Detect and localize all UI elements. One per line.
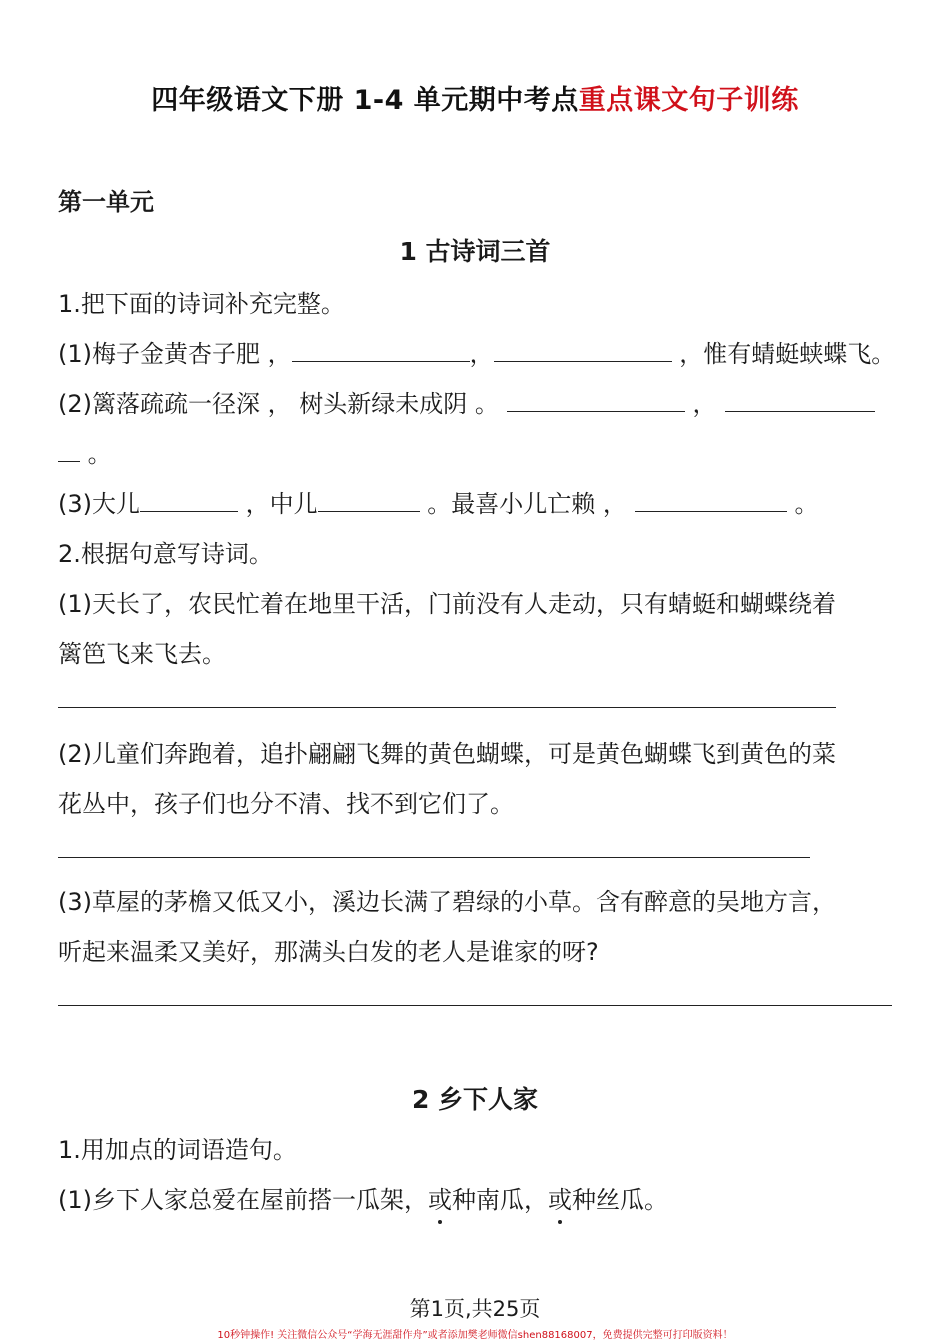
poem-line-2-text-a: (2)篱落疏疏一径深 ， 树头新绿未成阴 。 [58, 390, 499, 418]
lesson-1-q2-prompt: 2.根据句意写诗词。 [58, 540, 273, 568]
lesson-1-title: 1 古诗词三首 [399, 237, 551, 266]
poem-line-4-text-c: 。最喜小儿亡赖 ， [419, 490, 627, 518]
footer-note: 10秒钟操作! 关注微信公众号“学海无涯甜作舟”或者添加樊老师微信shen88168007，免费提供完整可打印版资料！ [217, 1330, 733, 1341]
blank-3[interactable] [507, 389, 685, 412]
dotted-word-1: 或 [428, 1180, 452, 1215]
lesson-2-sentence-1-text-b: 种南瓜， [452, 1186, 548, 1214]
poem-line-4 [58, 484, 819, 519]
poem-line-2-text-b: ， [684, 390, 717, 418]
poem-line-2 [58, 384, 875, 419]
lesson-2-sentence-1-text-a: (1)乡下人家总爱在屋前搭一瓜架， [58, 1186, 428, 1214]
page-title [0, 78, 950, 117]
lesson-1-q1-prompt: 1.把下面的诗词补充完整。 [58, 290, 345, 318]
answer-line-1[interactable] [58, 707, 836, 708]
poem-line-4-text-d: 。 [786, 490, 819, 518]
sentence-3-line-2: 听起来温柔又美好，那满头白发的老人是谁家的呀? [58, 938, 599, 966]
answer-line-3[interactable] [58, 1005, 892, 1006]
lesson-2-sentence-1 [58, 1180, 668, 1215]
blank-7[interactable] [635, 489, 787, 512]
title-highlight: 重点课文句子训练 [578, 85, 799, 116]
sentence-2-line-2: 花丛中，孩子们也分不清、找不到它们了。 [58, 790, 514, 818]
title-main: 四年级语文下册 1-4 单元期中考点 [151, 85, 579, 116]
poem-line-1-text-c: ，惟有蜻蜓蛱蝶飞。 [671, 340, 896, 368]
lesson-2-title: 2 乡下人家 [411, 1085, 539, 1114]
blank-2[interactable] [494, 339, 672, 362]
lesson-2-q1-prompt: 1.用加点的词语造句。 [58, 1136, 297, 1164]
poem-line-4-text-b: ，中儿 [238, 490, 318, 518]
blank-6[interactable] [318, 489, 420, 512]
blank-4[interactable] [725, 389, 875, 412]
unit-heading: 第一单元 [58, 188, 154, 216]
poem-line-1-text-a: (1)梅子金黄杏子肥 ， [58, 340, 292, 368]
sentence-1-line-2: 篱笆飞来飞去。 [58, 640, 226, 668]
poem-line-3-text: 。 [80, 440, 112, 468]
lesson-2-sentence-1-text-c: 种丝瓜。 [572, 1186, 668, 1214]
page-number: 第1页,共25页 [409, 1297, 541, 1321]
blank-5[interactable] [140, 489, 238, 512]
poem-line-1-text-b: ， [469, 340, 494, 368]
dotted-word-2: 或 [548, 1180, 572, 1215]
poem-line-1 [58, 334, 895, 369]
sentence-3-line-1: (3)草屋的茅檐又低又小，溪边长满了碧绿的小草。含有醉意的吴地方言， [58, 888, 836, 916]
blank-4-continued[interactable] [58, 439, 80, 462]
blank-1[interactable] [292, 339, 470, 362]
sentence-2-line-1: (2)儿童们奔跑着，追扑翩翩飞舞的黄色蝴蝶，可是黄色蝴蝶飞到黄色的菜 [58, 740, 836, 768]
answer-line-2[interactable] [58, 857, 810, 858]
sentence-1-line-1: (1)天长了，农民忙着在地里干活，门前没有人走动，只有蜻蜓和蝴蝶绕着 [58, 590, 836, 618]
poem-line-4-text-a: (3)大儿 [58, 490, 140, 518]
poem-line-3 [58, 434, 112, 469]
